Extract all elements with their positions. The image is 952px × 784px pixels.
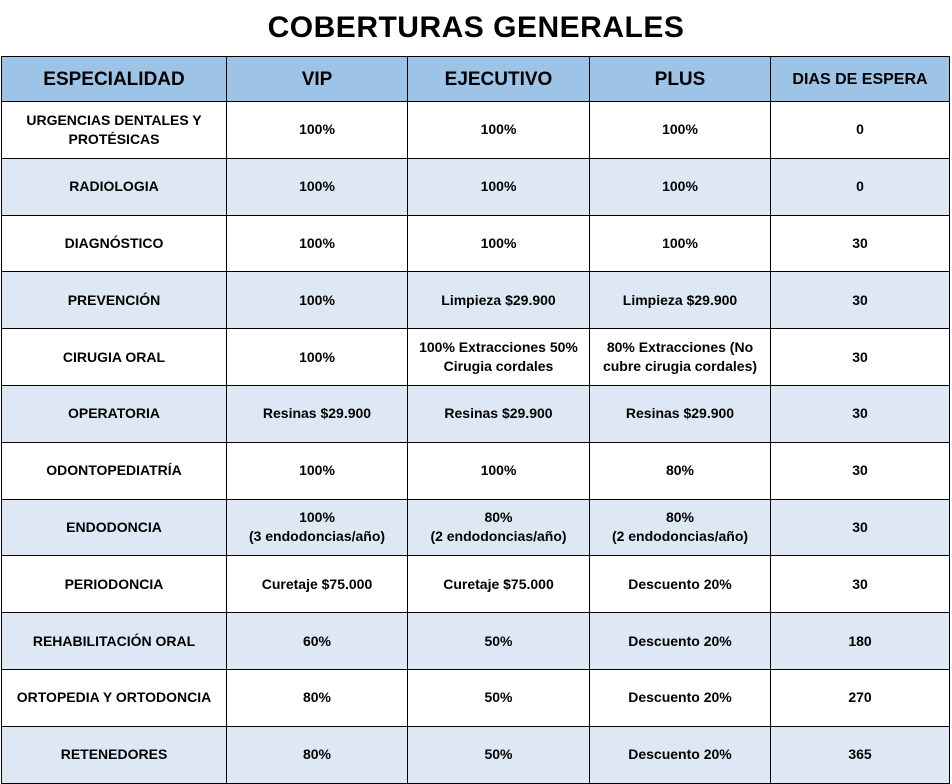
header-dias-de-espera: DIAS DE ESPERA — [771, 57, 950, 102]
table-row — [2, 726, 950, 783]
table-row — [2, 215, 950, 272]
cell-ejecutivo: Curetaje $75.000 — [408, 556, 590, 613]
cell-dias-de-espera: 30 — [771, 329, 950, 386]
cell-especialidad: OPERATORIA — [2, 385, 227, 442]
cell-dias-de-espera: 30 — [771, 442, 950, 499]
table-row — [2, 158, 950, 215]
cell-ejecutivo: Resinas $29.900 — [408, 385, 590, 442]
coverage-table — [1, 56, 950, 784]
cell-plus: Descuento 20% — [590, 669, 771, 726]
cell-vip: 100% — [227, 158, 408, 215]
cell-plus: 100% — [590, 215, 771, 272]
cell-especialidad: ENDODONCIA — [2, 499, 227, 556]
cell-dias-de-espera: 180 — [771, 613, 950, 670]
cell-dias-de-espera: 30 — [771, 385, 950, 442]
cell-plus: 80% (2 endodoncias/año) — [590, 499, 771, 556]
table-row — [2, 272, 950, 329]
cell-vip: Resinas $29.900 — [227, 385, 408, 442]
cell-vip: 60% — [227, 613, 408, 670]
cell-plus: 80% — [590, 442, 771, 499]
cell-especialidad: DIAGNÓSTICO — [2, 215, 227, 272]
table-row — [2, 442, 950, 499]
cell-dias-de-espera: 30 — [771, 499, 950, 556]
cell-especialidad: CIRUGIA ORAL — [2, 329, 227, 386]
cell-plus: 100% — [590, 102, 771, 159]
table-row — [2, 556, 950, 613]
cell-ejecutivo: 100% — [408, 158, 590, 215]
cell-vip: 100% — [227, 215, 408, 272]
table-row — [2, 613, 950, 670]
table-row — [2, 329, 950, 386]
header-especialidad: ESPECIALIDAD — [2, 57, 227, 102]
cell-dias-de-espera: 365 — [771, 726, 950, 783]
cell-vip: 80% — [227, 669, 408, 726]
cell-vip: 100% — [227, 442, 408, 499]
cell-plus: Descuento 20% — [590, 556, 771, 613]
cell-plus: Resinas $29.900 — [590, 385, 771, 442]
cell-especialidad: RADIOLOGIA — [2, 158, 227, 215]
cell-ejecutivo: 100% Extracciones 50% Cirugia cordales — [408, 329, 590, 386]
header-row — [2, 57, 950, 102]
cell-plus: Limpieza $29.900 — [590, 272, 771, 329]
cell-ejecutivo: 100% — [408, 215, 590, 272]
cell-dias-de-espera: 30 — [771, 272, 950, 329]
cell-ejecutivo: 50% — [408, 613, 590, 670]
header-plus: PLUS — [590, 57, 771, 102]
table-row — [2, 499, 950, 556]
cell-ejecutivo: 50% — [408, 726, 590, 783]
cell-ejecutivo: 100% — [408, 442, 590, 499]
cell-plus: 80% Extracciones (No cubre cirugia cordales) — [590, 329, 771, 386]
header-vip: VIP — [227, 57, 408, 102]
page-title: COBERTURAS GENERALES — [267, 11, 685, 44]
cell-dias-de-espera: 30 — [771, 215, 950, 272]
cell-vip: 100% — [227, 102, 408, 159]
cell-vip: 100% — [227, 272, 408, 329]
cell-especialidad: URGENCIAS DENTALES Y PROTÉSICAS — [2, 102, 227, 159]
cell-ejecutivo: 100% — [408, 102, 590, 159]
cell-especialidad: PERIODONCIA — [2, 556, 227, 613]
cell-dias-de-espera: 270 — [771, 669, 950, 726]
cell-dias-de-espera: 30 — [771, 556, 950, 613]
cell-plus: 100% — [590, 158, 771, 215]
cell-plus: Descuento 20% — [590, 726, 771, 783]
cell-vip: 80% — [227, 726, 408, 783]
cell-vip: Curetaje $75.000 — [227, 556, 408, 613]
cell-especialidad: ODONTOPEDIATRÍA — [2, 442, 227, 499]
cell-ejecutivo: 50% — [408, 669, 590, 726]
table-body — [2, 102, 950, 784]
table-row — [2, 669, 950, 726]
table-row — [2, 102, 950, 159]
cell-vip: 100% — [227, 329, 408, 386]
cell-ejecutivo: 80% (2 endodoncias/año) — [408, 499, 590, 556]
cell-dias-de-espera: 0 — [771, 102, 950, 159]
cell-especialidad: ORTOPEDIA Y ORTODONCIA — [2, 669, 227, 726]
cell-dias-de-espera: 0 — [771, 158, 950, 215]
cell-ejecutivo: Limpieza $29.900 — [408, 272, 590, 329]
cell-especialidad: REHABILITACIÓN ORAL — [2, 613, 227, 670]
cell-vip: 100% (3 endodoncias/año) — [227, 499, 408, 556]
header-ejecutivo: EJECUTIVO — [408, 57, 590, 102]
cell-especialidad: RETENEDORES — [2, 726, 227, 783]
cell-plus: Descuento 20% — [590, 613, 771, 670]
cell-especialidad: PREVENCIÓN — [2, 272, 227, 329]
table-row — [2, 385, 950, 442]
